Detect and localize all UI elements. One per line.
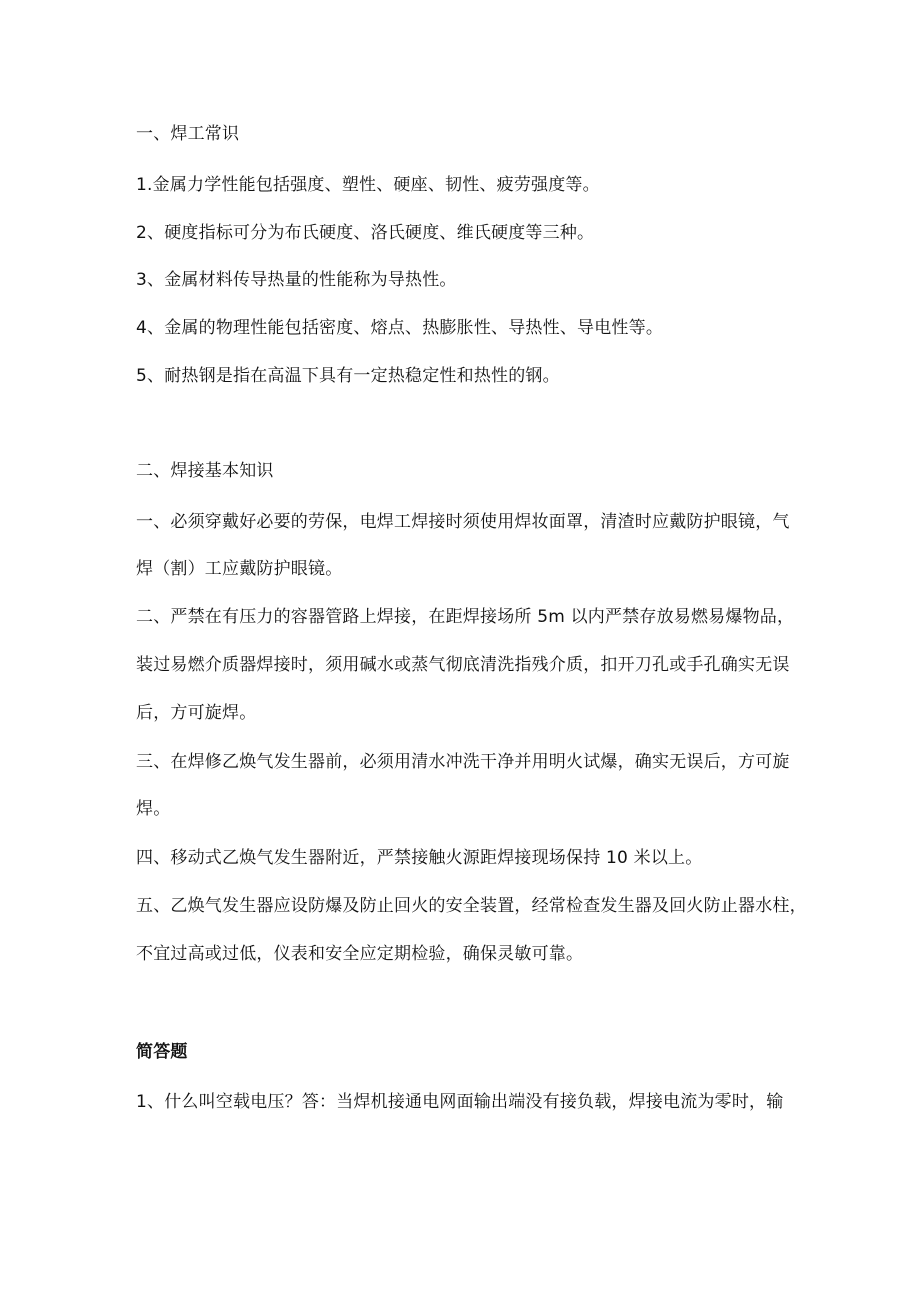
section-heading-welder-basics: 一、焊工常识	[136, 124, 240, 144]
paragraph-line: 不宜过高或过低，仪表和安全应定期检验，确保灵敏可靠。	[136, 944, 584, 964]
paragraph-line: 1、什么叫空载电压？答：当焊机接通电网面输出端没有接负载，焊接电流为零时，输	[136, 1092, 784, 1112]
list-item: 1.金属力学性能包括强度、塑性、硬座、韧性、疲劳强度等。	[136, 175, 600, 195]
list-item: 3、金属材料传导热量的性能称为导热性。	[136, 270, 457, 290]
paragraph-line: 后，方可旋焊。	[136, 703, 257, 723]
list-item: 4、金属的物理性能包括密度、熔点、热膨胀性、导热性、导电性等。	[136, 318, 664, 338]
paragraph-line: 三、在焊修乙焕气发生器前，必须用清水冲洗干净并用明火试爆，确实无误后，方可旋	[136, 752, 790, 772]
paragraph-line: 四、移动式乙焕气发生器附近，严禁接触火源距焊接现场保持 10 米以上。	[136, 848, 703, 868]
section-heading-short-answer: 简答题	[136, 1042, 188, 1062]
paragraph-line: 装过易燃介质器焊接时，须用碱水或蒸气彻底清洗指残介质，扣开刀孔或手孔确实无误	[136, 655, 790, 675]
paragraph-line: 一、必须穿戴好必要的劳保，电焊工焊接时须使用焊妆面罩，清渣时应戴防护眼镜，气	[136, 512, 790, 532]
list-item: 2、硬度指标可分为布氏硬度、洛氏硬度、维氏硬度等三种。	[136, 223, 595, 243]
section-heading-welding-knowledge: 二、焊接基本知识	[136, 461, 274, 481]
paragraph-line: 二、严禁在有压力的容器管路上焊接，在距焊接场所 5m 以内严禁存放易燃易爆物品，	[136, 607, 795, 627]
paragraph-line: 五、乙焕气发生器应设防爆及防止回火的安全装置，经常检查发生器及回火防止器水柱，	[136, 896, 807, 916]
paragraph-line: 焊（割）工应戴防护眼镜。	[136, 559, 343, 579]
paragraph-line: 焊。	[136, 799, 171, 819]
list-item: 5、耐热钢是指在高温下具有一定热稳定性和热性的钢。	[136, 366, 560, 386]
